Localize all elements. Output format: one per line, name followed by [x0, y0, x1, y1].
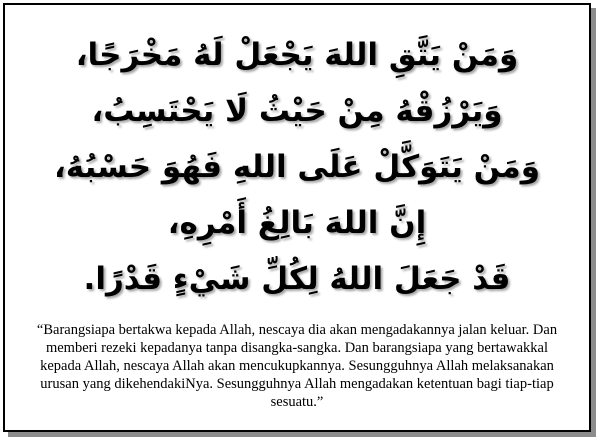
arabic-verse: [5, 27, 589, 307]
arabic-line-3: وَمَنْ يَتَوَكَّلْ عَلَى اللهِ فَهُوَ حَسْبُهُ،: [54, 149, 540, 185]
translation-text: “Barangsiapa bertakwa kepada Allah, nescaya dia akan mengadakannya jalan keluar. Dan memberi rezeki kepadanya tanpa disangka-sangka. Dan barangsiapa yang bertawakkal kepada Allah, nescaya Allah akan mencukupkannya. Sesungguhnya Allah melaksanakan urusan yang dikehendakiNya. Sesungguhnya Allah mengadakan ketentuan bagi tiap-tiap sesuatu.”: [36, 322, 558, 410]
arabic-line-5: قَدْ جَعَلَ اللهُ لِكُلِّ شَيْءٍ قَدْرًا.: [83, 261, 511, 297]
arabic-line-4: إِنَّ اللهَ بَالِغُ أَمْرِهِ،: [167, 205, 427, 241]
arabic-line-1: وَمَنْ يَتَّقِ اللهَ يَجْعَلْ لَهُ مَخْرَجًا،: [75, 37, 519, 73]
arabic-line-2: وَيَرْزُقْهُ مِنْ حَيْثُ لَا يَحْتَسِبُ،: [91, 93, 503, 129]
verse-card: [3, 3, 591, 432]
